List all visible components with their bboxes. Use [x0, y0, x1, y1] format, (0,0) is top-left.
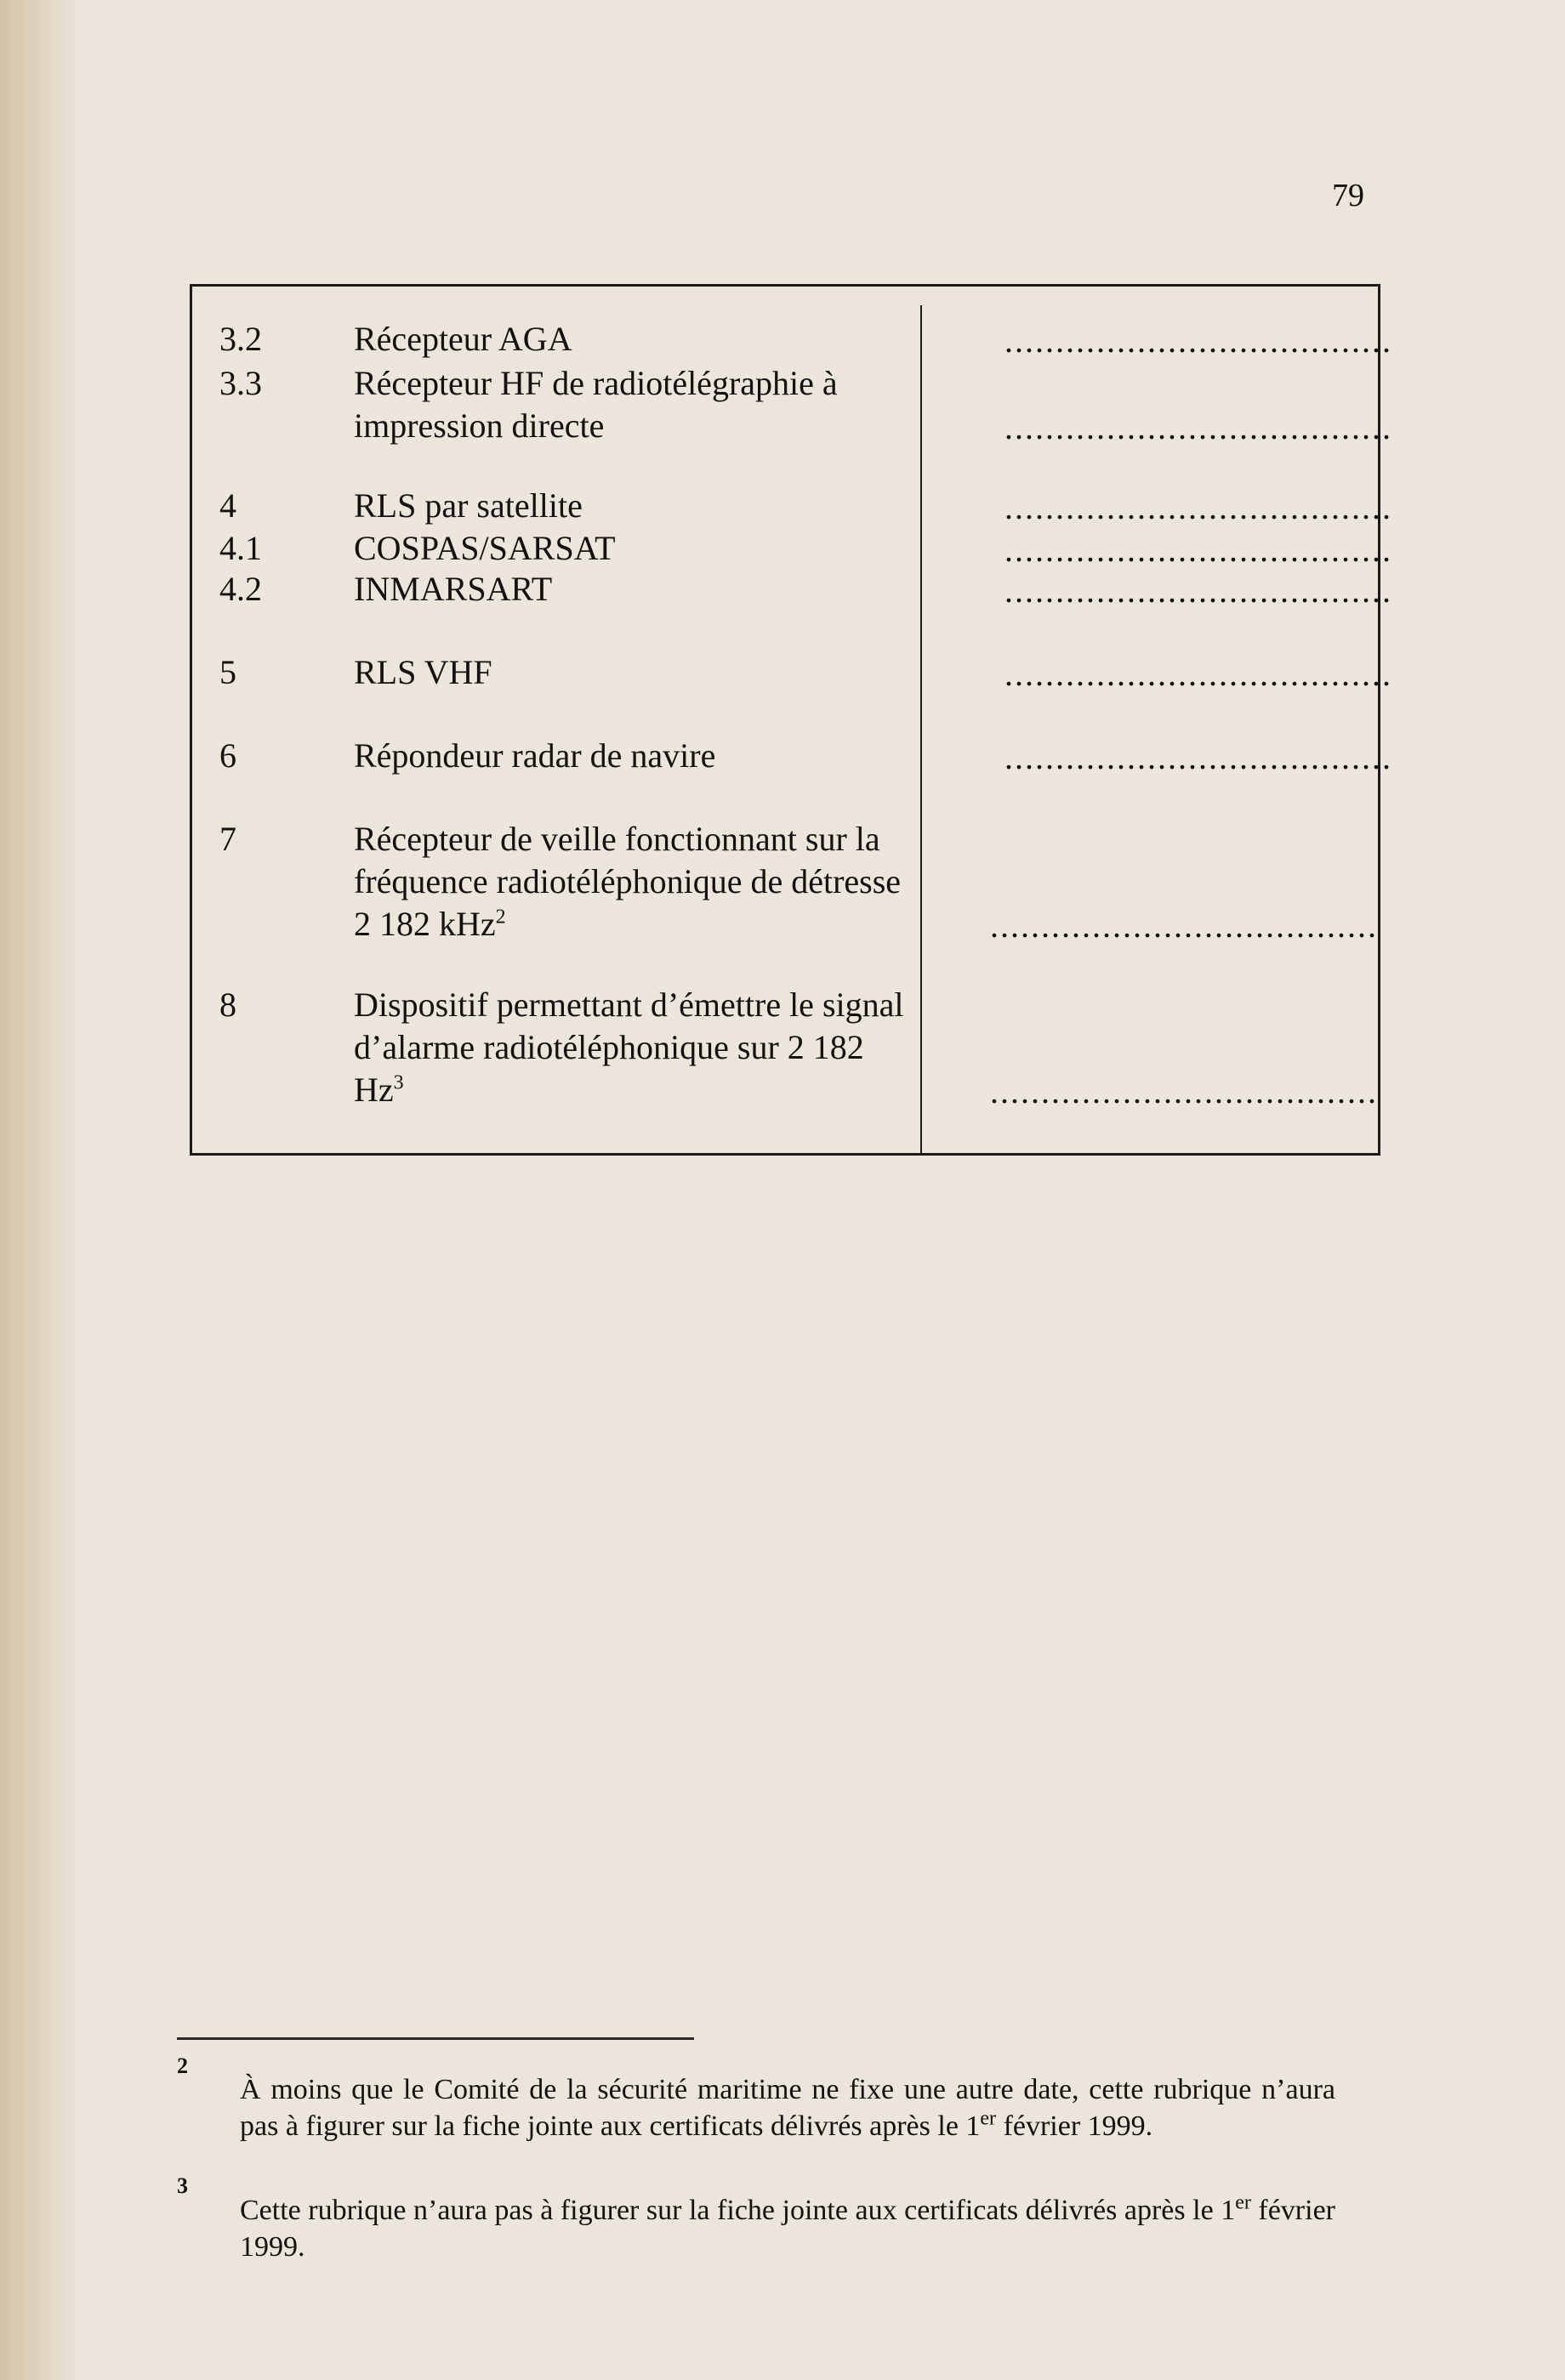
dotted-entry-line: ......................................	[1004, 321, 1392, 360]
footnote-text-tail: février 1999.	[240, 2195, 1335, 2263]
item-label: Récepteur HF de radiotélégraphie à impression directe	[354, 364, 838, 445]
item-label-text: Dispositif permettant d’émettre le signal d’alarme radiotéléphonique sur 2 182 Hz	[354, 986, 904, 1109]
item-number: 8	[219, 986, 236, 1024]
dotted-entry-line: ......................................	[1004, 655, 1392, 693]
item-number: 5	[219, 653, 236, 691]
item-number: 6	[219, 736, 236, 775]
footnote-text: À moins que le Comité de la sécurité maritime ne fixe une autre date, cette rubrique n’aura pas à figurer sur la fiche jointe aux certificats délivrés après le 1	[240, 2074, 1335, 2142]
item-number: 4	[219, 486, 236, 525]
item-number: 3.2	[219, 320, 262, 358]
item-label: RLS VHF	[354, 653, 492, 691]
dotted-entry-line: ......................................	[990, 906, 1378, 945]
footnote-mark-2: 2	[177, 2053, 188, 2078]
column-divider	[920, 305, 922, 1153]
footnote-sup: er	[1235, 2191, 1251, 2214]
dotted-entry-line: ......................................	[990, 1072, 1378, 1110]
footnote-ref: 2	[495, 906, 506, 929]
dotted-entry-line: ......................................	[1004, 488, 1392, 526]
equipment-table	[190, 284, 1392, 1156]
item-number: 7	[219, 820, 236, 858]
footnote-3	[240, 2192, 1335, 2265]
item-label: RLS par satellite	[354, 486, 583, 525]
item-label: INMARSART	[354, 570, 553, 608]
footnote-mark-3: 3	[177, 2173, 188, 2198]
page-number: 79	[1332, 178, 1364, 213]
footnote-text-tail: février 1999.	[996, 2110, 1153, 2142]
item-label: COSPAS/SARSAT	[354, 529, 616, 567]
footnote-2	[240, 2071, 1335, 2144]
footnote-text: Cette rubrique n’aura pas à figurer sur la fiche jointe aux certificats délivrés après le 1	[240, 2195, 1236, 2226]
item-number: 4.1	[219, 529, 262, 567]
footnote-separator	[177, 2037, 694, 2040]
dotted-entry-line: ......................................	[1004, 571, 1392, 610]
item-number: 4.2	[219, 570, 262, 608]
item-label-text: Récepteur de veille fonctionnant sur la fréquence radiotéléphonique de détresse 2 182 kHz	[354, 820, 902, 943]
item-label	[354, 984, 907, 1111]
dotted-entry-line: ......................................	[1004, 408, 1392, 446]
page-edge-shadow	[0, 0, 81, 2380]
item-number: 3.3	[219, 364, 262, 402]
item-label: Récepteur AGA	[354, 320, 572, 358]
dotted-entry-line: ......................................	[1004, 738, 1392, 776]
footnote-sup: er	[980, 2107, 997, 2130]
footnote-ref: 3	[393, 1071, 404, 1094]
dotted-entry-line: ......................................	[1004, 531, 1392, 569]
item-label: Répondeur radar de navire	[354, 736, 716, 775]
item-label	[354, 818, 907, 946]
